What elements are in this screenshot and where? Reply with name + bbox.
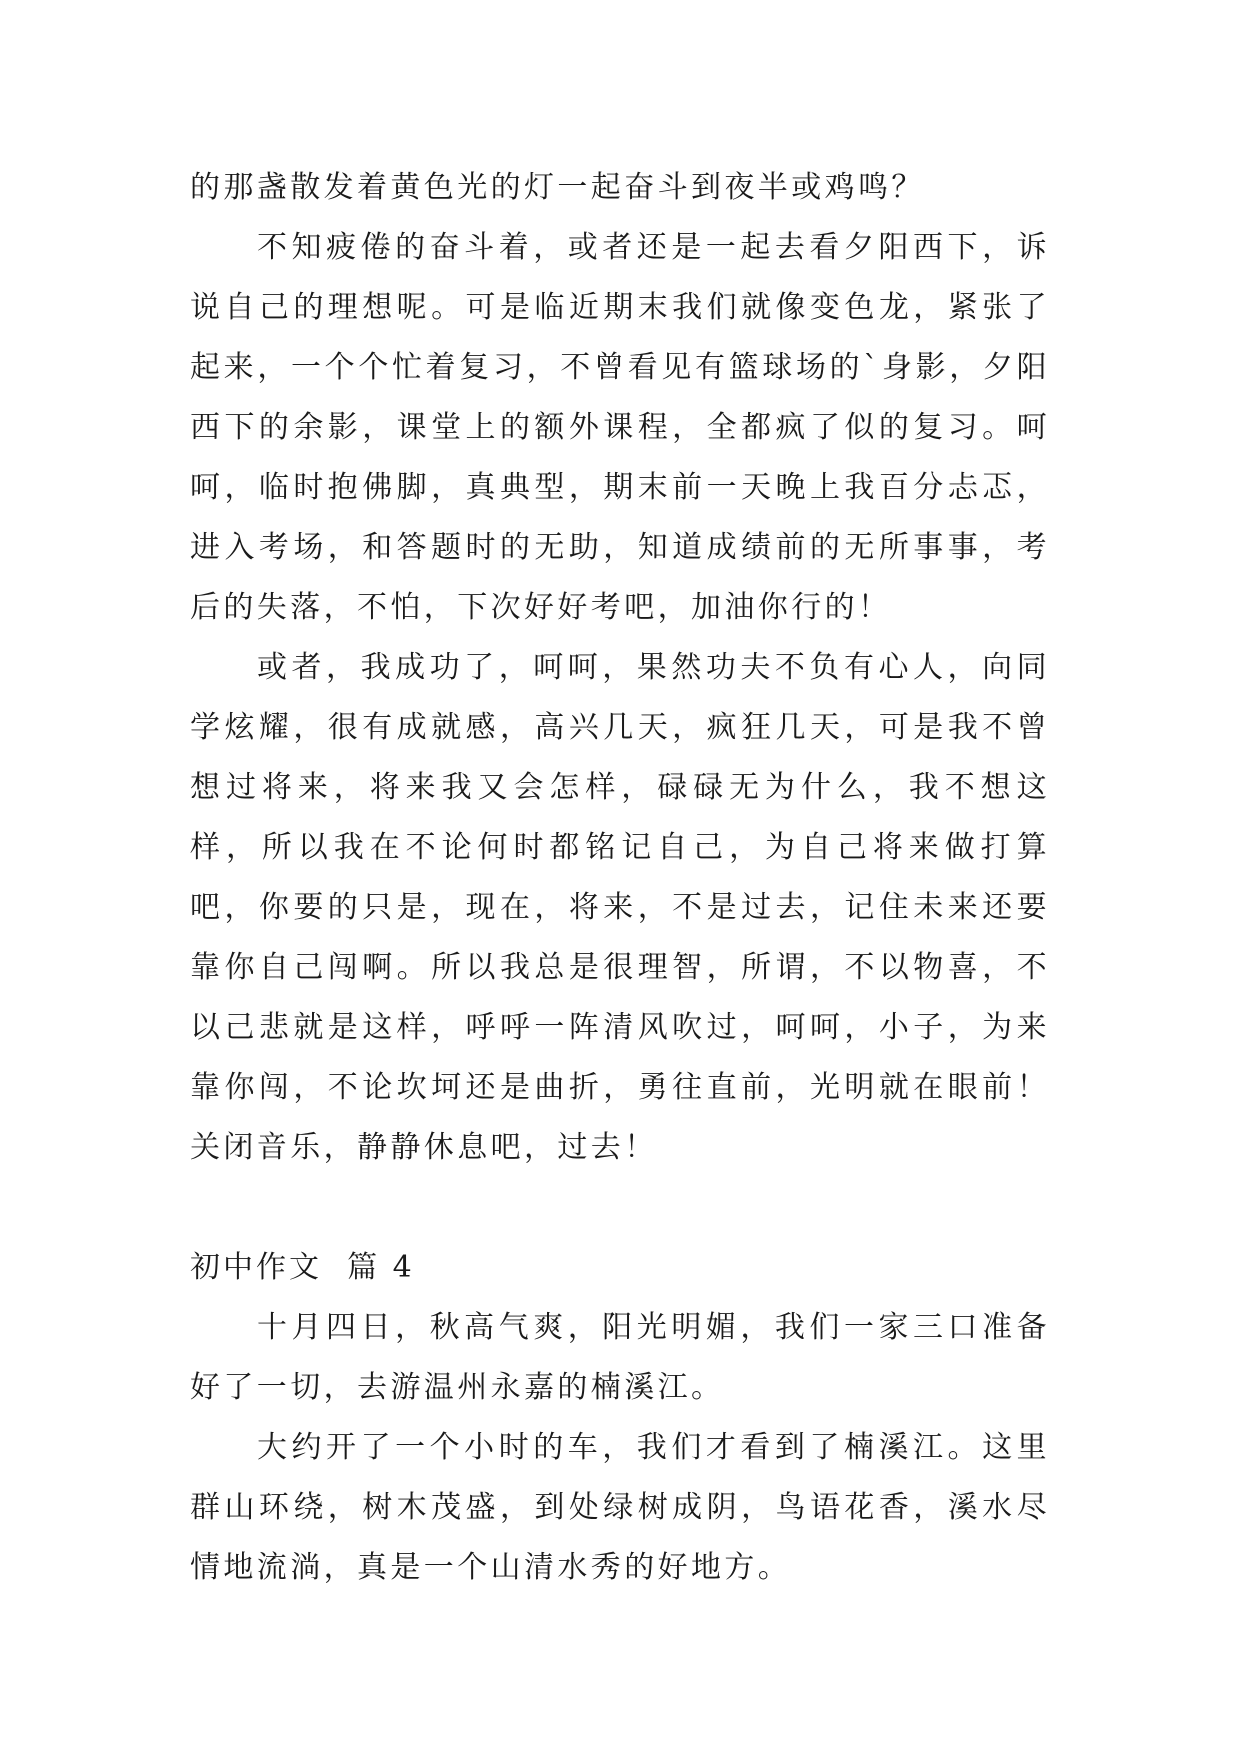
paragraph-continuation: 的那盏散发着黄色光的灯一起奋斗到夜半或鸡鸣？ [190,170,925,205]
paragraph: 大约开了一个小时的车，我们才看到了楠溪江。这里群山环绕，树木茂盛，到处绿树成阴，鸟语花香，溪水尽情地流淌，真是一个山清水秀的好地方。 [190,1430,1050,1585]
paragraph: 十月四日，秋高气爽，阳光明媚，我们一家三口准备好了一切，去游温州永嘉的楠溪江。 [190,1310,1050,1405]
document-body [190,158,1050,1598]
section-title: 初中作文 篇 4 [190,1250,415,1285]
paragraph: 不知疲倦的奋斗着，或者还是一起去看夕阳西下，诉说自己的理想呢。可是临近期末我们就像变色龙，紧张了起来，一个个忙着复习，不曾看见有篮球场的`身影，夕阳西下的余影，课堂上的额外课程，全都疯了似的复习。呵呵，临时抱佛脚，真典型，期末前一天晚上我百分忐忑，进入考场，和答题时的无助，知道成绩前的无所事事，考后的失落，不怕，下次好好考吧，加油你行的！ [190,230,1050,625]
paragraph: 或者，我成功了，呵呵，果然功夫不负有心人，向同学炫耀，很有成就感，高兴几天，疯狂几天，可是我不曾想过将来，将来我又会怎样，碌碌无为什么，我不想这样，所以我在不论何时都铭记自己，为自己将来做打算吧，你要的只是，现在，将来，不是过去，记住未来还要靠你自己闯啊。所以我总是很理智，所谓，不以物喜，不以己悲就是这样，呼呼一阵清风吹过，呵呵，小子，为来靠你闯，不论坎坷还是曲折，勇往直前，光明就在眼前！关闭音乐，静静休息吧，过去！ [190,650,1050,1165]
